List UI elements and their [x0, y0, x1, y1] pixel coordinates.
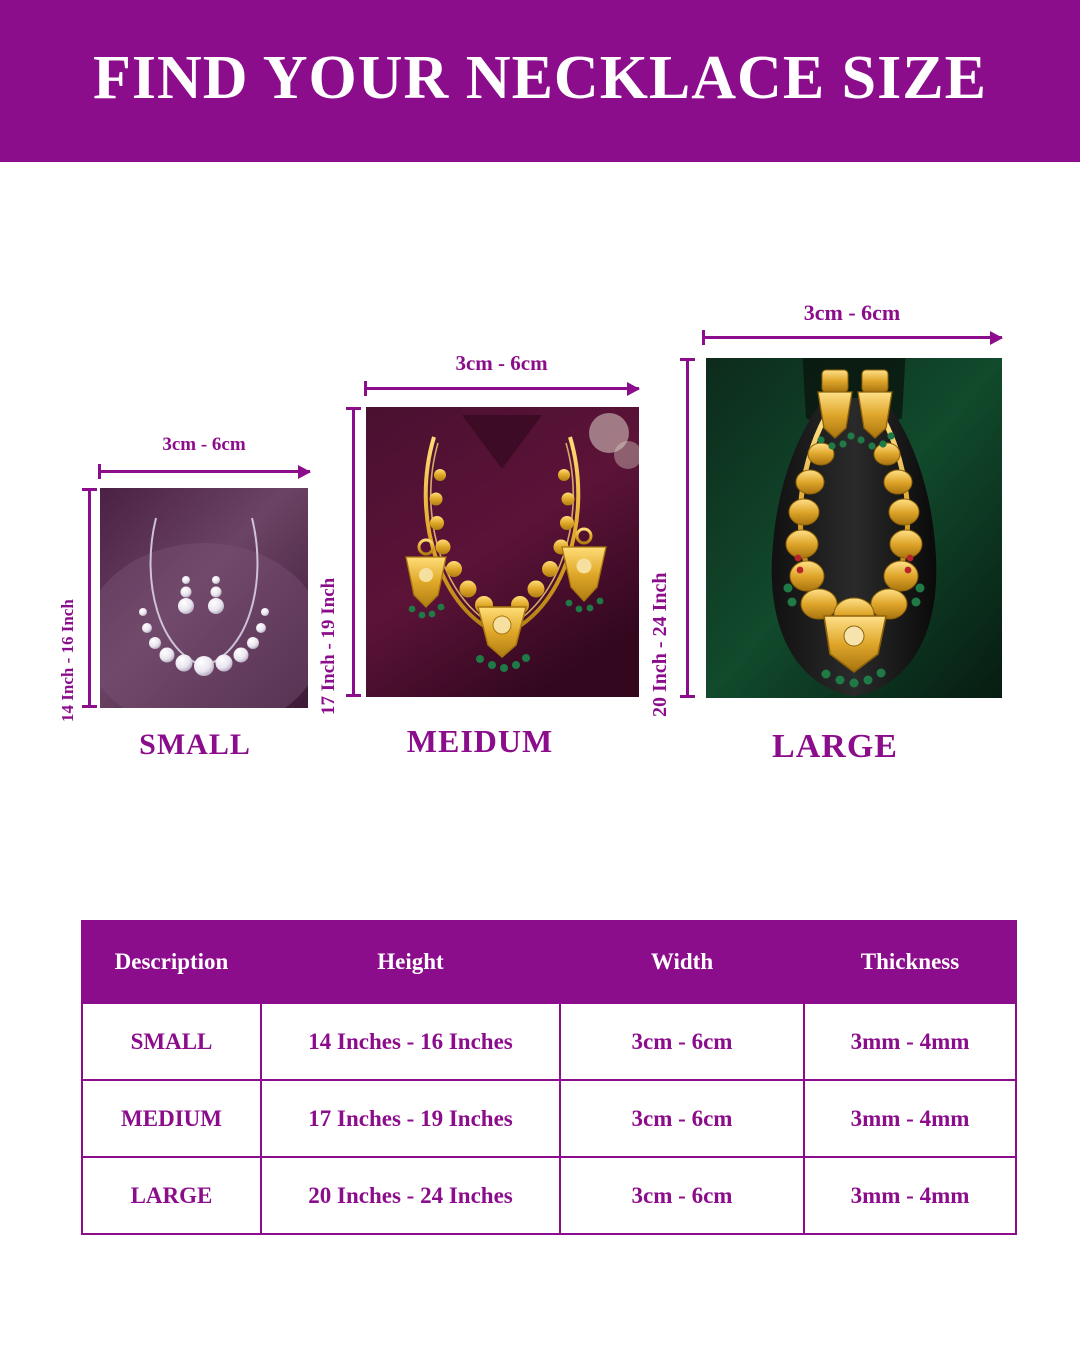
width-label-small: 3cm - 6cm [162, 434, 246, 455]
size-card-small [58, 434, 330, 790]
cell-width: 3cm - 6cm [560, 1080, 804, 1157]
width-label-medium: 3cm - 6cm [455, 351, 548, 375]
size-card-label-medium: MEIDUM [406, 723, 554, 759]
height-label-medium: 17 Inch - 19 Inch [318, 577, 339, 715]
height-arrow-small [82, 488, 96, 708]
column-header-height: Height [261, 921, 560, 1003]
cell-width: 3cm - 6cm [560, 1157, 804, 1234]
height-arrow-large [680, 358, 694, 698]
necklace-image-small [100, 488, 308, 708]
size-cards-section [0, 170, 1080, 830]
necklace-image-large [706, 358, 1002, 698]
cell-thickness: 3mm - 4mm [804, 1080, 1016, 1157]
cell-height: 20 Inches - 24 Inches [261, 1157, 560, 1234]
column-header-thickness: Thickness [804, 921, 1016, 1003]
height-arrow-medium [346, 407, 360, 697]
height-label-large: 20 Inch - 24 Inch [649, 572, 671, 717]
height-label-small: 14 Inch - 16 Inch [58, 599, 77, 722]
page-header [0, 0, 1080, 162]
width-arrow-large [702, 330, 1002, 344]
size-card-label-small: SMALL [139, 728, 251, 761]
cell-height: 14 Inches - 16 Inches [261, 1003, 560, 1080]
size-chart-table [81, 920, 1017, 1235]
width-arrow-medium [364, 381, 639, 395]
size-card-medium [318, 351, 640, 795]
cell-thickness: 3mm - 4mm [804, 1157, 1016, 1234]
table-row [82, 1003, 1016, 1080]
table-row [82, 1157, 1016, 1234]
cell-description: MEDIUM [82, 1080, 261, 1157]
table-header-row [82, 921, 1016, 1003]
cell-thickness: 3mm - 4mm [804, 1003, 1016, 1080]
size-card-large [650, 300, 1020, 800]
table-row [82, 1080, 1016, 1157]
cell-height: 17 Inches - 19 Inches [261, 1080, 560, 1157]
cell-width: 3cm - 6cm [560, 1003, 804, 1080]
cell-description: SMALL [82, 1003, 261, 1080]
page-title: FIND YOUR NECKLACE SIZE [93, 44, 987, 112]
width-label-large: 3cm - 6cm [803, 300, 901, 325]
column-header-description: Description [82, 921, 261, 1003]
size-card-label-large: LARGE [772, 728, 898, 765]
width-arrow-small [98, 464, 310, 478]
necklace-image-medium [366, 407, 639, 697]
cell-description: LARGE [82, 1157, 261, 1234]
column-header-width: Width [560, 921, 804, 1003]
